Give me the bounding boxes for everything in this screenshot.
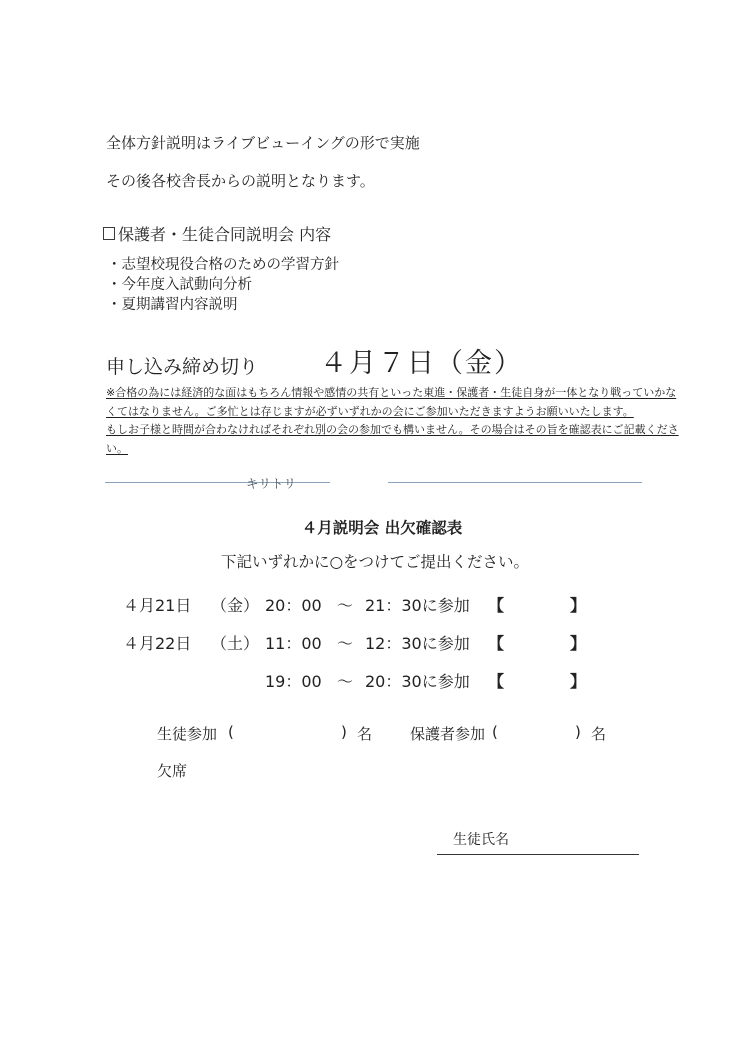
student-name-field	[437, 829, 639, 855]
form-instruction: 下記いずれかに○をつけてご提出ください。	[220, 553, 530, 571]
bracket-open: 【	[488, 634, 505, 653]
agenda-item: ・夏期講習内容説明	[107, 297, 238, 313]
notice-paragraph	[106, 384, 679, 458]
option-day: （土）	[211, 634, 260, 653]
student-name-label: 生徒氏名	[453, 832, 509, 848]
deadline-date: ４月７日（金）	[320, 348, 523, 379]
option-tilde: ～	[337, 634, 354, 653]
notice-line: ※合格の為には経済的な面はもちろん情報や感情の共有といった東進・保護者・生徒自身が一体となり戦っていかな	[106, 386, 677, 399]
intro-line-2: その後各校舎長からの説明となります。	[106, 172, 375, 190]
option-start-time: 20：00	[265, 596, 322, 615]
option-day	[211, 669, 265, 692]
bracket-open: 【	[488, 672, 505, 691]
cut-line-right	[388, 482, 642, 483]
agenda-title	[103, 222, 331, 245]
option-tilde: ～	[337, 672, 354, 691]
agenda-item-list	[107, 255, 339, 315]
form-title: ４月説明会 出欠確認表	[301, 519, 463, 537]
guardian-count-label: 保護者参加	[410, 725, 486, 743]
option-end-time: 20：30に参加	[365, 672, 470, 691]
bracket-open: 【	[488, 596, 505, 615]
bracket-close: 】	[570, 634, 587, 653]
bracket-close: 】	[570, 672, 587, 691]
guardian-count-unit: 名	[591, 725, 607, 743]
intro-line-1: 全体方針説明はライブビューイングの形で実施	[106, 134, 420, 152]
option-date	[123, 669, 211, 692]
student-count-unit: 名	[357, 725, 373, 743]
option-start-time: 11：00	[265, 634, 322, 653]
agenda-item: ・志望校現役合格のための学習方針	[107, 257, 339, 273]
notice-line: い。	[106, 441, 128, 455]
guardian-paren-close: )	[575, 723, 581, 741]
option-tilde: ～	[337, 596, 354, 615]
notice-line: くてはなりません。ご多忙とは存じますが必ずいずれかの会にご参加いただきますようお願いいたします。	[106, 404, 634, 418]
student-paren-close: )	[341, 723, 347, 741]
student-paren-open: (	[228, 723, 234, 741]
bracket-close: 】	[570, 596, 587, 615]
attendance-option-row	[123, 593, 586, 616]
deadline-label: 申し込み締め切り	[106, 356, 259, 378]
absent-label: 欠席	[157, 762, 188, 780]
cut-line-left	[105, 482, 330, 483]
option-day: （金）	[211, 596, 260, 615]
notice-line: もしお子様と時間が合わなければそれぞれ別の会の参加でも構いません。その場合はその旨を確認表にご記載くださ	[106, 423, 679, 436]
option-end-time: 21：30に参加	[365, 596, 470, 615]
option-date: ４月22日	[123, 634, 192, 653]
attendance-option-row	[123, 669, 586, 692]
attendance-option-row	[123, 631, 586, 654]
guardian-paren-open: (	[492, 723, 498, 741]
option-start-time: 19：00	[265, 672, 322, 691]
checkbox-icon	[103, 227, 115, 240]
cut-line-label: キリトリ	[246, 476, 297, 491]
agenda-item: ・今年度入試動向分析	[107, 277, 252, 293]
agenda-title-label: 保護者・生徒合同説明会 内容	[118, 225, 332, 244]
option-end-time: 12：30に参加	[365, 634, 470, 653]
option-date: ４月21日	[123, 596, 192, 615]
student-count-label: 生徒参加	[157, 725, 218, 743]
